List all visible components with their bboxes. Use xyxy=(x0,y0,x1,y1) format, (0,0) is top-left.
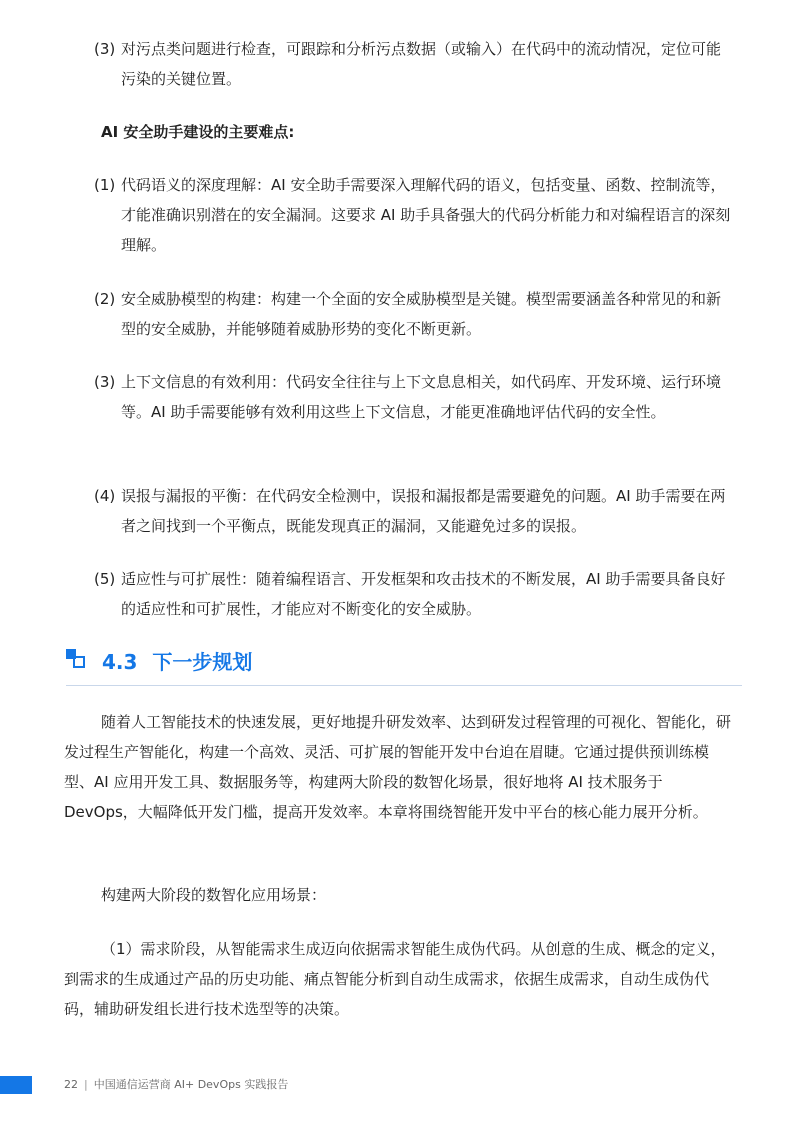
list-text: 代码语义的深度理解：AI 安全助手需要深入理解代码的语义，包括变量、函数、控制流等，才能准确识别潜在的安全漏洞。这要求 AI 助手具备强大的代码分析能力和对编程语言的深刻理解。 xyxy=(121,176,731,254)
difficulty-heading: AI 安全助手建设的主要难点: xyxy=(101,123,295,141)
body-paragraph: 构建两大阶段的数智化应用场景： xyxy=(101,886,327,904)
body-paragraph: 随着人工智能技术的快速发展，更好地提升研发效率、达到研发过程管理的可视化、智能化，研发过程生产智能化，构建一个高效、灵活、可扩展的智能开发中台迫在眉睫。它通过提供预训练模型、AI 应用开发工具、数据服务等，构建两大阶段的数智化场景，很好地将 AI 技术服务于 DevOps，大幅降低开发门槛，提高开发效率。本章将围绕智能开发中平台的核心能力展开分析。 xyxy=(64,713,732,821)
list-item xyxy=(94,284,734,344)
list-number: (3) xyxy=(94,373,116,391)
list-item xyxy=(94,481,734,541)
list-number: (2) xyxy=(94,290,116,308)
list-number: (4) xyxy=(94,487,116,505)
list-item xyxy=(94,170,734,260)
list-text: 误报与漏报的平衡：在代码安全检测中，误报和漏报都是需要避免的问题。AI 助手需要在两者之间找到一个平衡点，既能发现真正的漏洞，又能避免过多的误报。 xyxy=(121,487,726,535)
page-number: 22 xyxy=(64,1078,78,1091)
list-text: 适应性与可扩展性：随着编程语言、开发框架和攻击技术的不断发展，AI 助手需要具备良好的适应性和可扩展性，才能应对不断变化的安全威胁。 xyxy=(121,570,726,618)
footer-separator: | xyxy=(84,1078,88,1091)
section-square-icon xyxy=(66,649,88,671)
section-number: 4.3 xyxy=(102,650,138,674)
list-number: (1) xyxy=(94,176,116,194)
list-item xyxy=(94,34,734,94)
list-number: (5) xyxy=(94,570,116,588)
list-text: 上下文信息的有效利用：代码安全往往与上下文息息相关，如代码库、开发环境、运行环境等。AI 助手需要能够有效利用这些上下文信息，才能更准确地评估代码的安全性。 xyxy=(121,373,722,421)
page-footer xyxy=(64,1078,288,1092)
list-item xyxy=(94,564,734,624)
section-title-text: 下一步规划 xyxy=(152,650,253,674)
list-text: 安全威胁模型的构建：构建一个全面的安全威胁模型是关键。模型需要涵盖各种常见的和新型的安全威胁，并能够随着威胁形势的变化不断更新。 xyxy=(121,290,722,338)
list-number: (3) xyxy=(94,40,116,58)
list-text: 对污点类问题进行检查，可跟踪和分析污点数据（或输入）在代码中的流动情况，定位可能污染的关键位置。 xyxy=(121,40,722,88)
list-item xyxy=(94,367,734,427)
section-divider xyxy=(66,685,742,686)
section-heading xyxy=(66,647,742,687)
report-title: 中国通信运营商 AI+ DevOps 实践报告 xyxy=(93,1078,289,1091)
footer-accent-bar xyxy=(0,1076,32,1094)
section-title xyxy=(102,647,252,677)
body-paragraph: （1）需求阶段，从智能需求生成迈向依据需求智能生成伪代码。从创意的生成、概念的定义，到需求的生成通过产品的历史功能、痛点智能分析到自动生成需求，依据生成需求，自动生成伪代码，辅助研发组长进行技术选型等的决策。 xyxy=(64,940,726,1018)
